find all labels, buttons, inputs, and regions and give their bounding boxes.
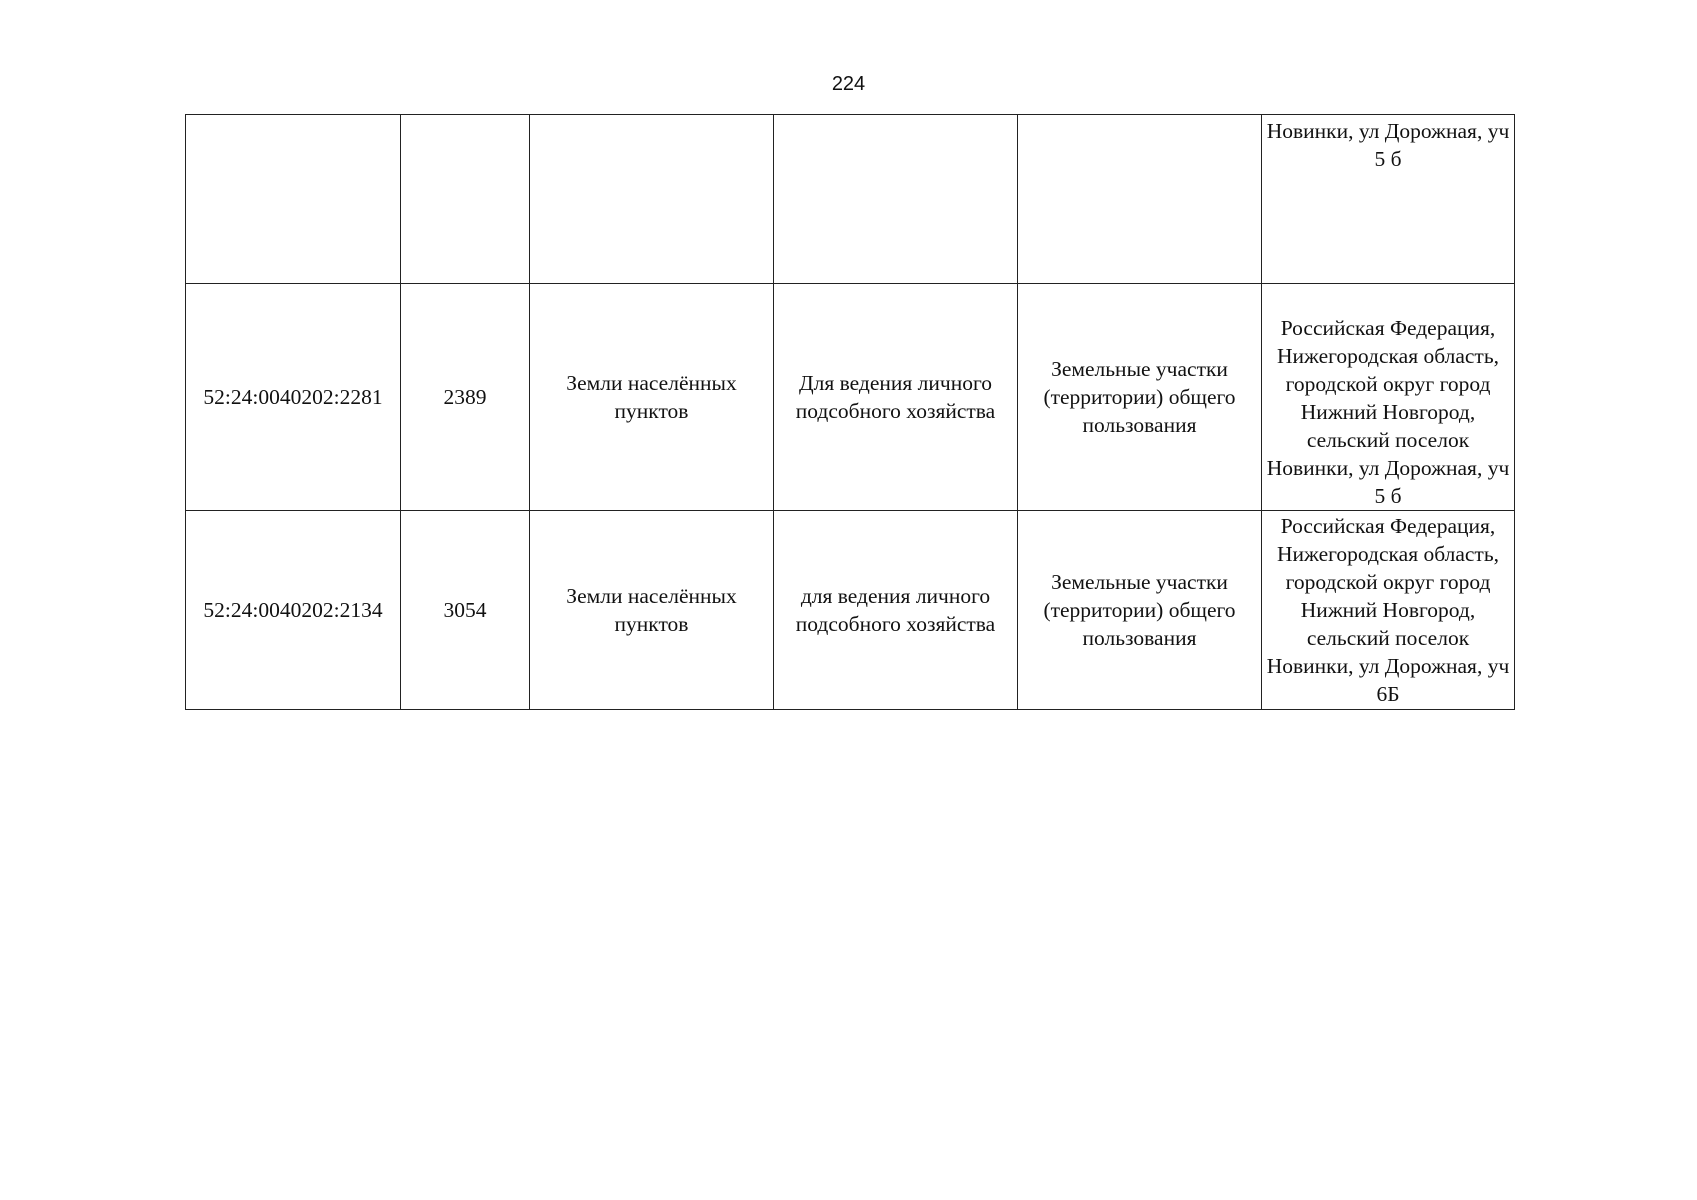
cadastral-number-cell	[186, 115, 401, 284]
table-row	[186, 115, 1515, 284]
cadastral-number-cell: 52:24:0040202:2281	[186, 284, 401, 511]
table-row	[186, 511, 1515, 710]
land-parcel-table	[185, 114, 1515, 710]
table-row	[186, 284, 1515, 511]
address-cell: Российская Федерация, Нижегородская область, городской округ город Нижний Новгород, сельский поселок Новинки, ул Дорожная, уч 5 б	[1262, 284, 1515, 511]
permitted-use-cell: для ведения личного подсобного хозяйства	[774, 511, 1018, 710]
permitted-use-cell	[774, 115, 1018, 284]
zone-cell: Земельные участки (территории) общего пользования	[1018, 284, 1262, 511]
permitted-use-cell: Для ведения личного подсобного хозяйства	[774, 284, 1018, 511]
page-number: 224	[831, 73, 866, 95]
address-cell: Российская Федерация, Нижегородская область, городской округ город Нижний Новгород, сельский поселок Новинки, ул Дорожная, уч 6Б	[1262, 511, 1515, 710]
area-cell: 3054	[401, 511, 530, 710]
area-cell: 2389	[401, 284, 530, 511]
address-cell: Новинки, ул Дорожная, уч 5 б	[1262, 115, 1515, 284]
land-category-cell	[530, 115, 774, 284]
zone-cell: Земельные участки (территории) общего пользования	[1018, 511, 1262, 710]
land-category-cell: Земли населённых пунктов	[530, 284, 774, 511]
land-category-cell: Земли населённых пунктов	[530, 511, 774, 710]
zone-cell	[1018, 115, 1262, 284]
cadastral-number-cell: 52:24:0040202:2134	[186, 511, 401, 710]
area-cell	[401, 115, 530, 284]
